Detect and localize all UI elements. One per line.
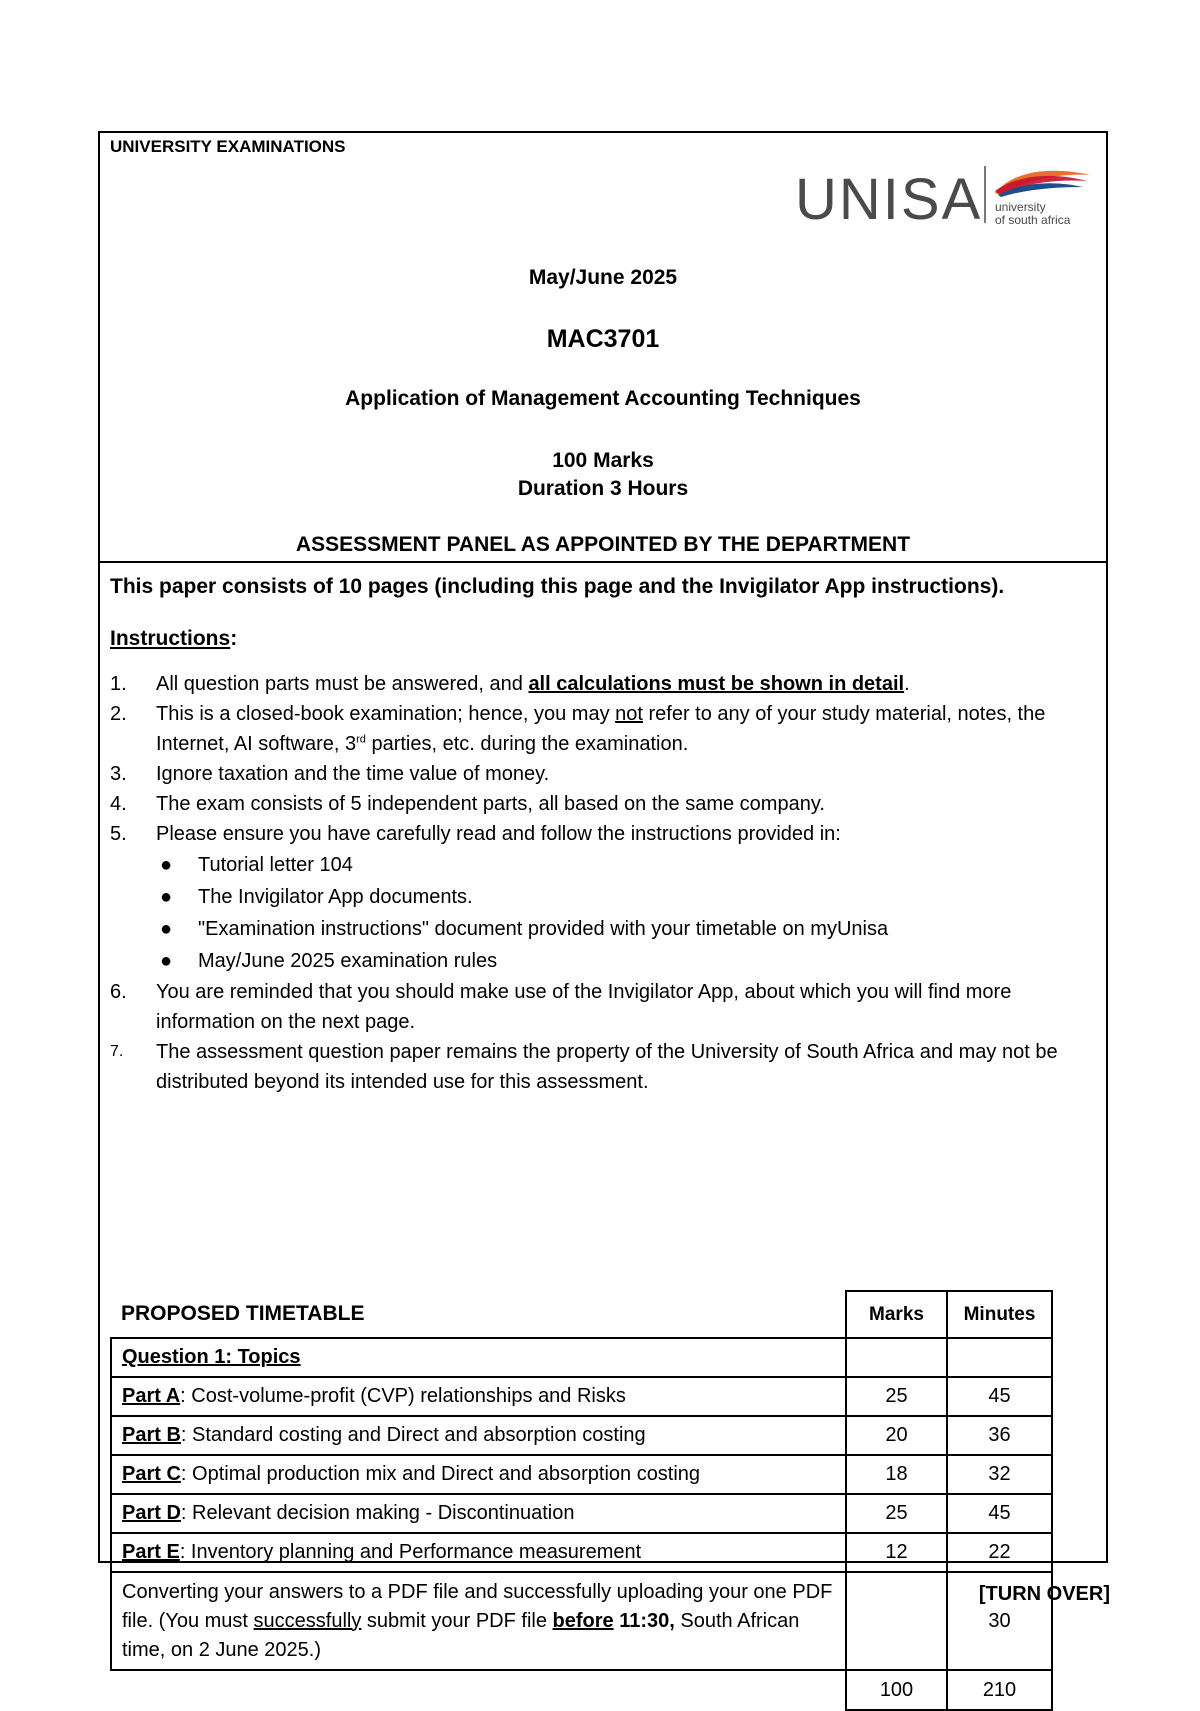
instruction-number: 6. [110, 981, 127, 1003]
instructions-heading [110, 625, 1095, 653]
logo-tagline-1: university [995, 200, 1046, 214]
part-description: : Inventory planning and Performance measurement [179, 1541, 642, 1563]
sub-item [156, 849, 1095, 881]
sub-item-text: The Invigilator App documents. [198, 886, 473, 908]
instruction-number: 2. [110, 703, 127, 725]
total-marks: 100 Marks [552, 449, 654, 472]
instruction-item-6 [110, 977, 1095, 1037]
part-minutes: 45 [947, 1494, 1052, 1533]
instruction-item-5 [110, 819, 1095, 977]
instruction-number: 7. [110, 1043, 124, 1060]
instruction-text: . [904, 673, 910, 695]
instructions-list [110, 669, 1095, 1097]
instruction-text: refer to any of your study material, notes, the Internet, AI software, 3 [156, 703, 1046, 755]
total-row [111, 1670, 1052, 1710]
table-row [111, 1377, 1052, 1416]
course-code: MAC3701 [546, 325, 660, 353]
instruction-item-3 [110, 759, 1095, 789]
part-description: : Standard costing and Direct and absorption costing [180, 1424, 646, 1446]
part-marks: 20 [846, 1416, 947, 1455]
part-label: Part E [122, 1541, 180, 1563]
total-marks-cell: 100 [846, 1670, 947, 1710]
bullet-icon: ● [160, 886, 173, 908]
proposed-timetable [110, 1290, 1053, 1711]
instruction-number: 5. [110, 823, 127, 845]
sub-item [156, 913, 1095, 945]
instruction-emphasis: not [615, 703, 643, 725]
table-row [111, 1338, 1052, 1377]
institution-line: UNIVERSITY EXAMINATIONS [110, 137, 346, 156]
sub-item-text: Tutorial letter 104 [198, 854, 353, 876]
total-minutes-cell: 210 [947, 1670, 1052, 1710]
ordinal-suffix: rd [356, 733, 366, 746]
instructions-heading-text: Instructions [110, 627, 231, 650]
instruction-number: 4. [110, 793, 127, 815]
unisa-logo [795, 161, 1095, 231]
part-marks: 18 [846, 1455, 947, 1494]
instruction-text: You are reminded that you should make use of the Invigilator App, about which you will find more information on the next page. [156, 981, 1012, 1033]
logo-wordmark: UNISA [795, 167, 983, 231]
part-minutes: 22 [947, 1533, 1052, 1572]
timetable-table [110, 1290, 1053, 1711]
bullet-icon: ● [160, 950, 173, 972]
logo-tagline-2: of south africa [995, 213, 1071, 227]
upload-description: Converting your answers to a PDF file and successfully uploading your one PDF file. (You must successfully submit your PDF file before 11:30, South African time, on 2 June 2025.) [111, 1572, 846, 1670]
bullet-icon: ● [160, 918, 173, 940]
exam-duration: Duration 3 Hours [517, 477, 689, 500]
part-label: Part A [122, 1385, 181, 1407]
column-header-marks: Marks [846, 1291, 947, 1338]
instruction-item-1 [110, 669, 1095, 699]
upload-minutes: 30 [947, 1572, 1052, 1670]
timetable-title: PROPOSED TIMETABLE [121, 1302, 365, 1325]
part-description: : Optimal production mix and Direct and absorption costing [180, 1463, 701, 1485]
instruction-text: Please ensure you have carefully read and follow the instructions provided in: [156, 823, 841, 845]
timetable-header-row [111, 1291, 1052, 1338]
instruction-item-4 [110, 789, 1095, 819]
table-row [111, 1455, 1052, 1494]
part-minutes: 45 [947, 1377, 1052, 1416]
part-description: : Relevant decision making - Discontinuation [180, 1502, 575, 1524]
part-label: Part B [122, 1424, 181, 1446]
table-row [111, 1494, 1052, 1533]
assessment-panel: ASSESSMENT PANEL AS APPOINTED BY THE DEPARTMENT [295, 533, 911, 556]
part-minutes: 36 [947, 1416, 1052, 1455]
upload-row [111, 1572, 1052, 1670]
instruction-item-2 [110, 699, 1095, 759]
instruction-number: 3. [110, 763, 127, 785]
instruction-text: All question parts must be answered, and [156, 673, 529, 695]
sub-item-text: "Examination instructions" document provided with your timetable on myUnisa [198, 918, 889, 940]
bullet-icon: ● [160, 854, 173, 876]
table-row [111, 1416, 1052, 1455]
part-marks: 25 [846, 1377, 947, 1416]
instruction-number: 1. [110, 673, 127, 695]
part-minutes: 32 [947, 1455, 1052, 1494]
pages-note: This paper consists of 10 pages (including this page and the Invigilator App instructions). [110, 575, 1005, 598]
exam-session: May/June 2025 [528, 266, 678, 289]
course-title: Application of Management Accounting Techniques [345, 387, 861, 410]
instruction-text: This is a closed-book examination; hence, you may [156, 703, 616, 725]
exam-header [100, 133, 1106, 563]
column-header-minutes: Minutes [947, 1291, 1052, 1338]
instruction-emphasis: all calculations must be shown in detail [528, 673, 905, 695]
part-label: Part D [122, 1502, 181, 1524]
instructions-heading-colon: : [230, 627, 238, 650]
instructions-section [110, 573, 1095, 1097]
part-marks: 25 [846, 1494, 947, 1533]
instruction-text: The exam consists of 5 independent parts, all based on the same company. [156, 793, 825, 815]
sub-item-text: May/June 2025 examination rules [198, 950, 498, 972]
instruction-text: The assessment question paper remains the property of the University of South Africa and may not be distributed beyond its intended use for this assessment. [156, 1041, 1058, 1093]
instruction-sublist [156, 849, 1095, 977]
table-row [111, 1533, 1052, 1572]
part-label: Part C [122, 1463, 181, 1485]
topics-heading: Question 1: Topics [122, 1346, 301, 1368]
sub-item [156, 881, 1095, 913]
turn-over-note: [TURN OVER] [978, 1583, 1110, 1605]
part-description: : Cost-volume-profit (CVP) relationships and Risks [180, 1385, 626, 1407]
instruction-text: Ignore taxation and the time value of money. [156, 763, 550, 785]
sub-item [156, 945, 1095, 977]
instruction-text: parties, etc. during the examination. [365, 733, 689, 755]
instruction-item-7 [110, 1037, 1095, 1097]
part-marks: 12 [846, 1533, 947, 1572]
